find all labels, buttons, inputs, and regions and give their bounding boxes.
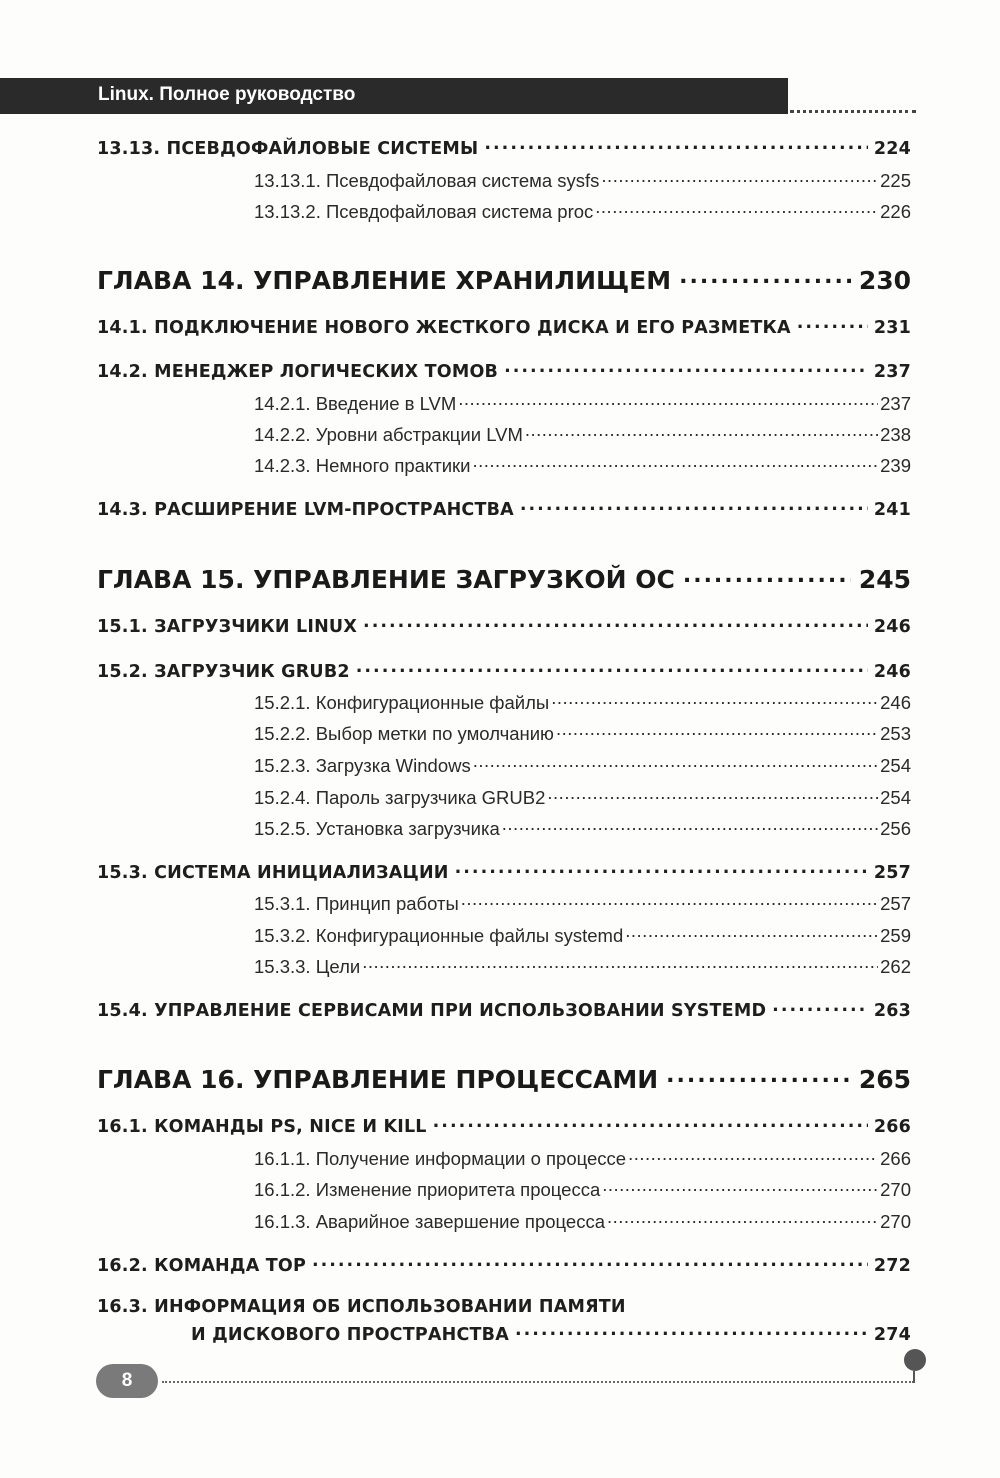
page-number-badge: 8	[96, 1364, 158, 1398]
toc-page: 256	[880, 817, 911, 839]
leader-dots	[547, 785, 878, 804]
toc-label: 16.2. КОМАНДА TOP	[97, 1255, 306, 1276]
toc-subsection-13-13-2[interactable]	[254, 199, 911, 223]
leader-dots	[473, 453, 879, 472]
toc-label: 16.1. КОМАНДЫ PS, NICE И KILL	[97, 1116, 427, 1137]
toc-label-line2: И ДИСКОВОГО ПРОСТРАНСТВА	[191, 1324, 509, 1345]
toc-label: 15.3.2. Конфигурационные файлы systemd	[254, 924, 624, 946]
toc-label: 16.1.3. Аварийное завершение процесса	[254, 1210, 605, 1232]
toc-subsection-13-13-1[interactable]	[254, 168, 911, 192]
toc-label: 14.2. МЕНЕДЖЕР ЛОГИЧЕСКИХ ТОМОВ	[97, 361, 499, 382]
toc-label: 16.1.1. Получение информации о процессе	[254, 1147, 627, 1169]
toc-section-16-1[interactable]	[97, 1114, 911, 1137]
leader-dots	[679, 264, 851, 289]
footer-decoration-tick	[913, 1371, 915, 1383]
leader-dots	[607, 1209, 878, 1228]
toc-page: 239	[880, 454, 911, 476]
toc-page: 224	[873, 138, 911, 159]
toc-label: 14.3. РАСШИРЕНИЕ LVM-ПРОСТРАНСТВА	[97, 499, 514, 520]
toc-subsection-15-3-3[interactable]	[254, 954, 911, 978]
toc-section-14-1[interactable]	[97, 315, 911, 338]
toc-subsection-14-2-3[interactable]	[254, 453, 911, 477]
leader-dots	[312, 1253, 868, 1271]
toc-label: 15.2.5. Установка загрузчика	[254, 817, 500, 839]
toc-label-line1: 16.3. ИНФОРМАЦИЯ ОБ ИСПОЛЬЗОВАНИИ ПАМЯТИ	[97, 1297, 626, 1317]
leader-dots	[525, 422, 878, 441]
toc-label: 13.13.2. Псевдофайловая система proc	[254, 200, 594, 222]
toc-page: 257	[873, 862, 911, 883]
leader-dots	[602, 1177, 878, 1196]
toc-page: 241	[873, 499, 911, 520]
toc-subsection-15-2-5[interactable]	[254, 816, 911, 840]
toc-section-15-1[interactable]	[97, 614, 911, 637]
toc-label: 14.2.2. Уровни абстракции LVM	[254, 423, 523, 445]
toc-label: 13.13.1. Псевдофайловая система sysfs	[254, 169, 600, 191]
toc-section-15-4[interactable]	[97, 998, 911, 1021]
toc-chapter-16[interactable]	[97, 1063, 911, 1094]
leader-dots	[363, 614, 868, 632]
toc-label: ГЛАВА 14. УПРАВЛЕНИЕ ХРАНИЛИЩЕМ	[97, 266, 672, 295]
leader-dots	[628, 1146, 878, 1165]
leader-dots	[504, 359, 868, 377]
toc-label: 15.4. УПРАВЛЕНИЕ СЕРВИСАМИ ПРИ ИСПОЛЬЗОВАНИИ SYSTEMD	[97, 1000, 767, 1021]
leader-dots	[356, 659, 868, 677]
leader-dots	[520, 497, 868, 515]
toc-page: 263	[873, 1000, 911, 1021]
footer-decoration-dot	[904, 1349, 926, 1371]
toc-page: 245	[858, 565, 911, 594]
toc-subsection-16-1-2[interactable]	[254, 1177, 911, 1201]
leader-dots	[683, 563, 851, 588]
toc-page: 259	[880, 924, 911, 946]
leader-dots	[515, 1322, 868, 1340]
toc-section-14-2[interactable]	[97, 359, 911, 382]
toc-label: 15.2.1. Конфигурационные файлы	[254, 691, 550, 713]
leader-dots	[772, 998, 868, 1016]
toc-label: 14.1. ПОДКЛЮЧЕНИЕ НОВОГО ЖЕСТКОГО ДИСКА И ЕГО РАЗМЕТКА	[97, 317, 791, 338]
toc-page: 270	[880, 1210, 911, 1232]
leader-dots	[601, 168, 878, 187]
toc-page: 270	[880, 1178, 911, 1200]
leader-dots	[473, 753, 878, 772]
toc-page: 265	[858, 1065, 911, 1094]
toc-label: 15.2.2. Выбор метки по умолчанию	[254, 722, 554, 744]
toc-label: 16.1.2. Изменение приоритета процесса	[254, 1178, 601, 1200]
leader-dots	[461, 891, 878, 910]
leader-dots	[362, 954, 878, 973]
toc-page: 272	[873, 1255, 911, 1276]
toc-subsection-14-2-1[interactable]	[254, 391, 911, 415]
toc-label: 14.2.3. Немного практики	[254, 454, 471, 476]
toc-label: 14.2.1. Введение в LVM	[254, 392, 457, 414]
toc-subsection-15-2-1[interactable]	[254, 690, 911, 714]
toc-label: 15.3.1. Принцип работы	[254, 892, 459, 914]
toc-subsection-16-1-1[interactable]	[254, 1146, 911, 1170]
leader-dots	[551, 690, 878, 709]
toc-subsection-15-3-1[interactable]	[254, 891, 911, 915]
toc-subsection-15-2-2[interactable]	[254, 721, 911, 745]
toc-page: 226	[880, 200, 911, 222]
toc-label: 15.2.3. Загрузка Windows	[254, 754, 471, 776]
toc-label: 13.13. ПСЕВДОФАЙЛОВЫЕ СИСТЕМЫ	[97, 138, 479, 159]
leader-dots	[797, 315, 868, 333]
toc-page: 262	[880, 955, 911, 977]
toc-chapter-14[interactable]	[97, 264, 911, 295]
toc-page: 237	[880, 392, 911, 414]
leader-dots	[666, 1063, 851, 1088]
leader-dots	[556, 721, 878, 740]
toc-page: 246	[880, 691, 911, 713]
toc-label: 15.3.3. Цели	[254, 955, 361, 977]
leader-dots	[502, 816, 878, 835]
toc-page: 266	[873, 1116, 911, 1137]
toc-subsection-16-1-3[interactable]	[254, 1209, 911, 1233]
toc-label-line2-row	[191, 1322, 911, 1345]
toc-page: 253	[880, 722, 911, 744]
leader-dots	[458, 391, 878, 410]
toc-subsection-14-2-2[interactable]	[254, 422, 911, 446]
toc-section-14-3[interactable]	[97, 497, 911, 520]
toc-subsection-15-2-3[interactable]	[254, 753, 911, 777]
toc-subsection-15-3-2[interactable]	[254, 923, 911, 947]
toc-section-15-3[interactable]	[97, 860, 911, 883]
leader-dots	[595, 199, 878, 218]
toc-label: 15.3. СИСТЕМА ИНИЦИАЛИЗАЦИИ	[97, 862, 449, 883]
toc-chapter-15[interactable]	[97, 563, 911, 594]
toc-page: 238	[880, 423, 911, 445]
toc-section-15-2[interactable]	[97, 659, 911, 682]
toc-page: 246	[873, 661, 911, 682]
toc-label: 15.1. ЗАГРУЗЧИКИ LINUX	[97, 616, 358, 637]
leader-dots	[433, 1114, 868, 1132]
toc-page: 257	[880, 892, 911, 914]
toc-page: 254	[880, 786, 911, 808]
toc-page: 254	[880, 754, 911, 776]
footer-dotted-rule	[162, 1381, 914, 1383]
toc-section-16-2[interactable]	[97, 1253, 911, 1276]
leader-dots	[455, 860, 868, 878]
toc-section-13-13[interactable]	[97, 136, 911, 159]
leader-dots	[484, 136, 867, 154]
toc-page: 266	[880, 1147, 911, 1169]
running-header-title: Linux. Полное руководство	[98, 84, 356, 105]
toc-page: 225	[880, 169, 911, 191]
leader-dots	[625, 923, 878, 942]
toc-page: 230	[858, 266, 911, 295]
toc-label: 15.2. ЗАГРУЗЧИК GRUB2	[97, 661, 350, 682]
toc-label: ГЛАВА 15. УПРАВЛЕНИЕ ЗАГРУЗКОЙ ОС	[97, 565, 675, 594]
toc-subsection-15-2-4[interactable]	[254, 785, 911, 809]
toc-page: 231	[873, 317, 911, 338]
toc-label: 15.2.4. Пароль загрузчика GRUB2	[254, 786, 546, 808]
toc-page: 237	[873, 361, 911, 382]
toc-page: 274	[873, 1324, 911, 1345]
toc-page: 246	[873, 616, 911, 637]
toc-label: ГЛАВА 16. УПРАВЛЕНИЕ ПРОЦЕССАМИ	[97, 1065, 659, 1094]
